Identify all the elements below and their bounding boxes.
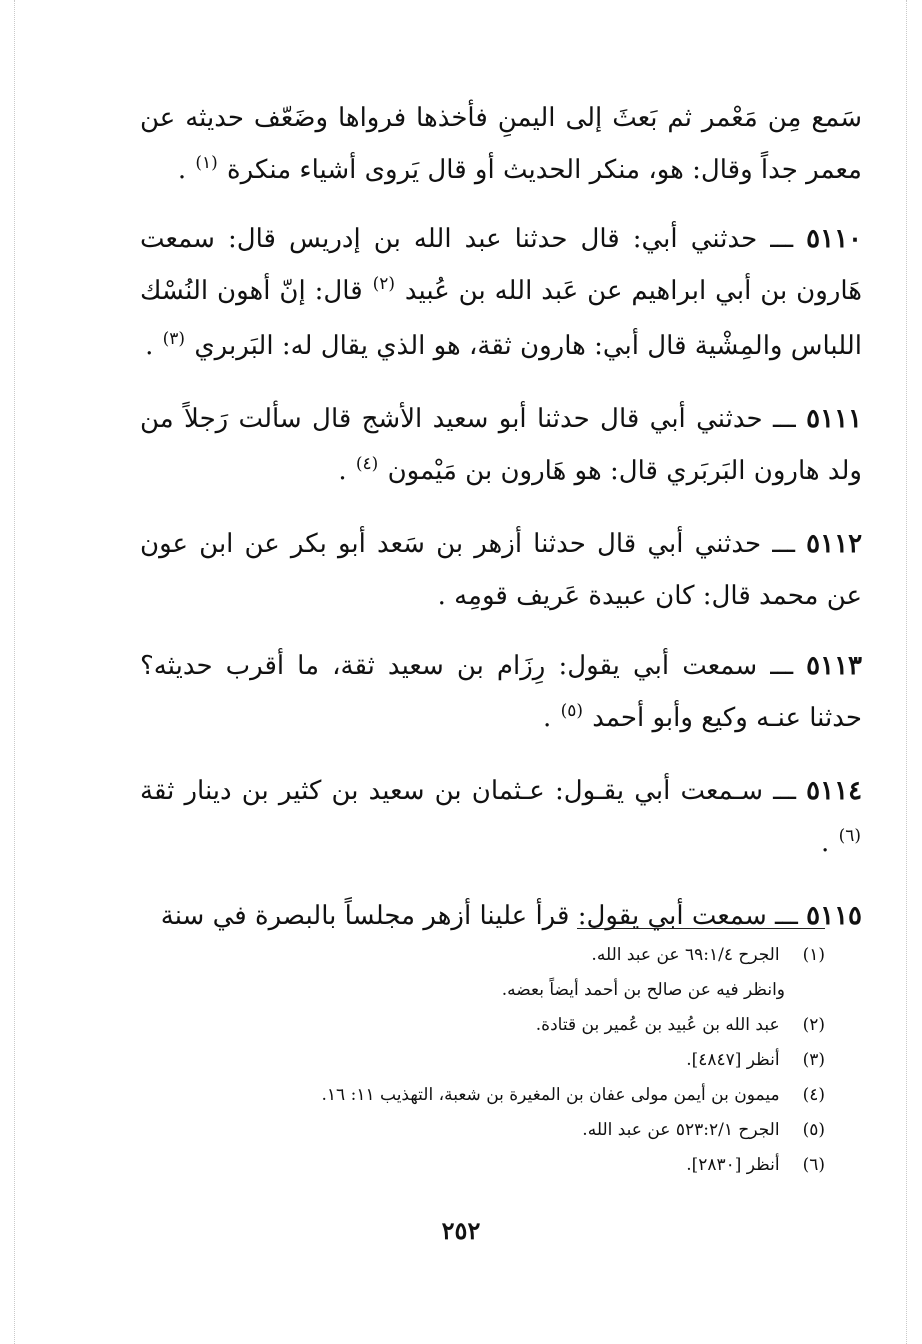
period: . [821,828,830,858]
footnote-number: (٣) [802,1050,825,1070]
footnote-ref: (٤) [355,454,379,474]
period: . [543,703,552,733]
entry-number: ٥١١٠ [806,224,863,254]
entry-dash: ـــ [770,651,794,681]
entry-number: ٥١١٥ [806,901,862,931]
period: . [437,581,446,611]
page-number: ٢٥٢ [441,1216,481,1245]
footnote-text: الجرح ٥٢٣:٢/١ عن عبد الله. [582,1120,780,1140]
footnote-3 [270,1043,825,1078]
footnote-5 [270,1113,825,1148]
entry-5114 [140,765,862,872]
entry-dash: ـــ [770,224,794,254]
entry-number: ٥١١٣ [806,651,863,681]
entry-dash: ـــ [772,529,796,559]
entry-text: سـمعت أبي يقـول: عـثمان بن سعيد بن كثير بن دينار ثقة [140,776,763,806]
footnote-text: أنظر [٢٨٣٠]. [686,1155,780,1175]
period: . [145,331,154,361]
footnote-1 [270,938,825,973]
footnote-2 [270,1008,825,1043]
footnote-number: (١) [802,945,825,965]
footnote-text: أنظر [٤٨٤٧]. [686,1050,780,1070]
footnote-ref: (٢) [372,274,395,294]
left-margin-guide [14,0,15,1344]
entry-number: ٥١١٤ [806,776,863,806]
footnote-text: وانظر فيه عن صالح بن أحمد أيضاً بعضه. [501,980,785,1000]
footnote-number: (٦) [802,1155,825,1175]
continuation-text: سَمع مِن مَعْمر ثم بَعثَ إلى اليمنِ فأخذها فرواها وضَعّف حديثه عن معمر جداً وقال: هو، منكر الحديث أو قال يَروى أشياء منكرة [140,103,862,185]
continuation-paragraph [140,92,862,199]
entry-number: ٥١١٢ [806,529,863,559]
main-text [140,92,862,960]
footnote-ref: (١) [195,153,218,173]
entry-text: حدثني أبي قال حدثنا أزهر بن سَعد أبو بكر عن ابن عون عن محمد قال: كان عبيدة عَريف قومِه [140,529,862,611]
footnote-separator [577,928,825,929]
footnote-6 [270,1148,825,1183]
entry-number: ٥١١١ [806,404,862,434]
entry-dash: ـــ [775,901,798,931]
footnote-number: (٥) [802,1120,825,1140]
entry-5115 [140,890,862,942]
footnote-1-continued [270,973,825,1008]
entry-text-continued: قال: إنّ أهون النُسْك اللباس والمِشْية قال أبي: هارون ثقة، هو الذي يقال له: البَربري [140,276,862,361]
entry-text: حدثني أبي قال حدثنا أبو سعيد الأشج قال سألت رَجلاً من ولد هارون البَربَري قال: هو هَارون بن مَيْمون [140,404,862,486]
footnote-text: الجرح ٦٩:١/٤ عن عبد الله. [591,945,780,965]
entry-dash: ـــ [772,404,796,434]
right-margin-guide [906,0,907,1344]
footnote-4 [270,1078,825,1113]
period: . [177,155,187,185]
footnote-ref: (٦) [838,826,861,846]
footnote-text: ميمون بن أيمن مولى عفان بن المغيرة بن شعبة، التهذيب ١١: ١٦. [321,1085,780,1105]
footnotes [270,938,825,1183]
entry-text: سمعت أبي يقول: رِزَام بن سعيد ثقة، ما أقرب حديثه؟ حدثنا عنـه وكيع وأبو أحمد [140,651,862,733]
footnote-number: (٤) [802,1085,825,1105]
footnote-ref: (٣) [162,329,186,349]
entry-text: سمعت أبي يقول: قرأ علينا أزهر مجلساً بالبصرة في سنة [160,901,767,931]
footnote-ref: (٥) [560,701,583,721]
period: . [338,456,347,486]
entry-dash: ـــ [773,776,797,806]
footnote-number: (٢) [802,1015,825,1035]
entry-5112 [140,518,862,622]
entry-text: حدثني أبي: قال حدثنا عبد الله بن إدريس قال: سمعت هَارون بن أبي ابراهيم عن عَبد الله بن عُبيد [140,224,863,306]
entry-5110 [140,213,862,375]
footnote-text: عبد الله بن عُبيد بن عُمير بن قتادة. [535,1015,780,1035]
entry-5111 [140,393,862,500]
entry-5113 [140,640,862,747]
